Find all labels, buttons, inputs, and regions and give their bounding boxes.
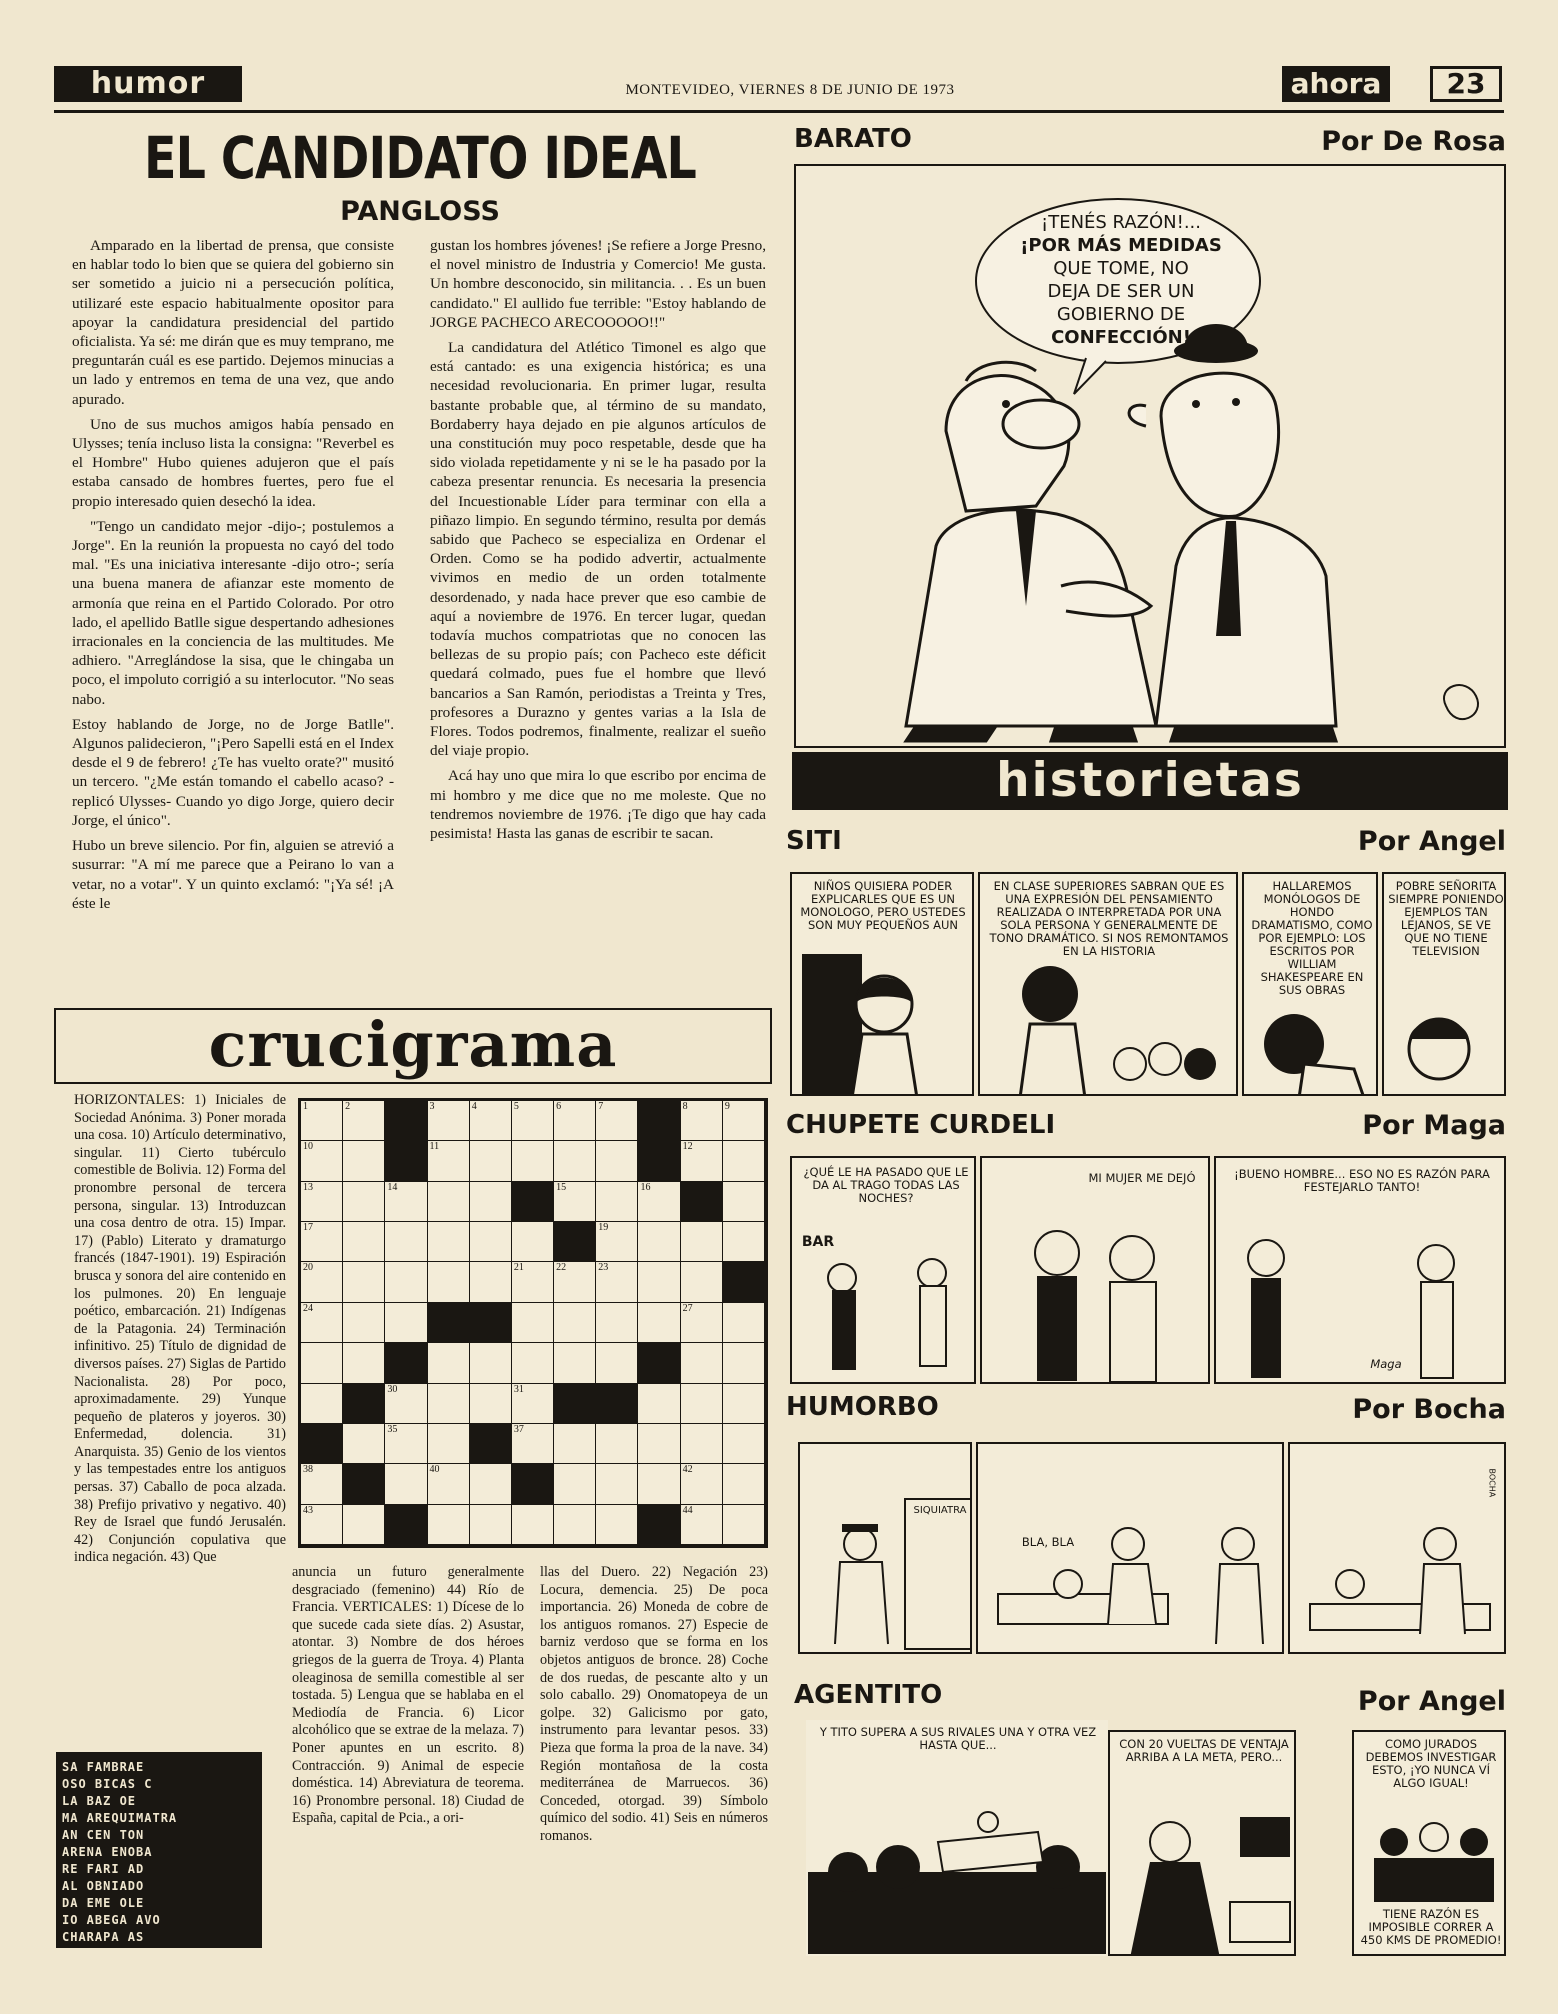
crossword-cell[interactable] <box>301 1182 343 1222</box>
crossword-black-cell <box>638 1101 680 1141</box>
paragraph: Uno de sus muchos amigos había pensado en Ulysses; tenía incluso lista la consigna: "Reverbel es el Hombre" Hubo quienes adujeron que el país estaba cansado de hombres fuertes, pero fue el propio interesado quien desechó la idea. <box>72 415 394 510</box>
crossword-cell[interactable] <box>596 1424 638 1464</box>
chupete-title: CHUPETE CURDELI <box>786 1110 1056 1140</box>
crossword-cell[interactable] <box>385 1182 427 1222</box>
crossword-cell[interactable] <box>385 1262 427 1302</box>
classroom-drawing <box>980 874 1238 1096</box>
crossword-cell[interactable] <box>723 1424 765 1464</box>
crossword-cell[interactable] <box>723 1505 765 1545</box>
crossword-cell[interactable] <box>596 1303 638 1343</box>
crowd-race-drawing <box>808 1722 1108 1956</box>
crossword-cell-number: 44 <box>682 1504 693 1516</box>
doctor-on-couch-drawing <box>1290 1444 1506 1654</box>
paragraph: Acá hay uno que mira lo que escribo por encima de mi hombro y me dice que no me moleste. Que no tendremos noviembre de 1976. ¡Te digo que hay cada pesimista! Hasta las ganas de escribir te sacan. <box>430 767 766 843</box>
crossword-cell[interactable] <box>681 1464 723 1504</box>
crossword-cell[interactable] <box>512 1424 554 1464</box>
solution-row: MA AREQUIMATRA <box>62 1811 178 1825</box>
paragraph: La candidatura del Atlético Timonel es algo que está cantado: es una exigencia histórica; es una necesidad revolucionaria. En primer lugar, resulta bastante probable que, al término de su mandato, Bordaberry haya dejado en pie algunos artículos de una constitución muy poco respetable, desde que ha sido violada repetidamente y ni se le ha pasado por la cabeza presentar renuncia. Es necesaria la presencia del Incuestionable Líder para terminar con ella a piñazo limpio. En segundo término, resulta por demás sabido que Pacheco se especializa en Ordenar el Orden. Como se ha podido advertir, actualmente vivimos en medio de un orden totalmente desordenado, y nada hace prever que eso cambie de aquí a noviembre de 1976. En tercer lugar, quedan todavía muchos compatriotas que no conocen las bellezas de su propio país; con Pacheco este déficit quedará colmado, pues fue el hombre que llevó bancarios a San Ramón, periodistas a Treinta y Tres, profesores a Durazno y gentes varias a la Isla de Flores. Todos podremos, finalmente, realizar el sueño del viaje propio. <box>430 339 766 760</box>
paragraph: "Tengo un candidato mejor -dijo-; postulemos a Jorge". En la reunión la propuesta no cayó del todo mal. "Es una iniciativa interesante -dijo otro-; sería una buena manera de afianzar este momento de armonía que reina en el Partido Colorado. Por otro lado, el apellido Batlle sigue despertando adhesiones irracionales en la conciencia de las multitudes. Me adhiero. "Arreglándose la sisa, que le chingaba un poco, el impoluto corrigió a su interlocutor. "No seas nabo. <box>72 517 394 708</box>
crossword-cell[interactable] <box>596 1101 638 1141</box>
city-night-drawing <box>1216 1158 1506 1384</box>
crossword-cell[interactable] <box>343 1303 385 1343</box>
solution-row: RE FARI AD <box>62 1862 145 1876</box>
humorbo-panel-2 <box>976 1442 1284 1654</box>
siti-author: Por Angel <box>1357 826 1506 857</box>
crossword-cell[interactable] <box>554 1303 596 1343</box>
humorbo-panel-1 <box>798 1442 972 1654</box>
crossword-cell-number: 4 <box>471 1101 477 1112</box>
crossword-black-cell <box>512 1464 554 1504</box>
crossword-cell[interactable] <box>681 1141 723 1181</box>
crossword-cell-number: 11 <box>429 1141 440 1153</box>
two-men-drawing <box>982 1158 1210 1384</box>
street-drawing <box>792 1158 976 1384</box>
crossword-cell[interactable] <box>512 1222 554 1262</box>
crossword-black-cell <box>470 1303 512 1343</box>
crossword-cell[interactable] <box>723 1464 765 1504</box>
crossword-black-cell <box>554 1222 596 1262</box>
crossword-cell-number: 37 <box>513 1423 524 1435</box>
patient-at-door-drawing <box>800 1444 972 1654</box>
dateline: MONTEVIDEO, VIERNES 8 DE JUNIO DE 1973 <box>625 82 955 98</box>
crossword-black-cell <box>385 1343 427 1383</box>
crossword-cell[interactable] <box>428 1101 470 1141</box>
crossword-black-cell <box>385 1101 427 1141</box>
crossword-cell-number: 23 <box>598 1262 609 1274</box>
agentito-author: Por Angel <box>1357 1686 1506 1717</box>
crossword-cell[interactable] <box>470 1222 512 1262</box>
crossword-cell[interactable] <box>301 1222 343 1262</box>
crossword-cell[interactable] <box>343 1101 385 1141</box>
crossword-cell[interactable] <box>428 1343 470 1383</box>
crossword-cell[interactable] <box>470 1101 512 1141</box>
crossword-cell[interactable] <box>470 1343 512 1383</box>
siti-panel-3: HALLAREMOS MONÓLOGOS DE HONDO DRAMATISMO, COMO POR EJEMPLO: LOS ESCRITOS POR WILLIAM SHAKESPEARE EN SUS OBRAS <box>1242 872 1378 1096</box>
crossword-cell-number: 10 <box>303 1141 313 1153</box>
crossword-cell[interactable] <box>428 1182 470 1222</box>
header-rule <box>54 110 1504 113</box>
paragraph: Estoy hablando de Jorge, no de Jorge Batlle". Algunos palidecieron, "¡Pero Sapelli está en el Index desde el 9 de febrero! ¿Te has vuelto orate?" musitó un tercero. "¿Me están tomando el cabello acaso? -replicó Ulysses- Cuando yo digo Jorge, quiero decir Jorge, el único". <box>72 715 394 829</box>
chupete-panel-2: MI MUJER ME DEJÓ <box>980 1156 1210 1384</box>
crossword-cell-number: 24 <box>303 1302 313 1314</box>
crossword-cell[interactable] <box>723 1303 765 1343</box>
crossword-cell[interactable] <box>723 1222 765 1262</box>
crossword-cell[interactable] <box>470 1141 512 1181</box>
crossword-cell[interactable] <box>638 1464 680 1504</box>
crossword-cell[interactable] <box>470 1182 512 1222</box>
crossword-clues-right: llas del Duero. 22) Negación 23) Locura, demencia. 25) De poca importancia. 26) Moneda de cobre de los antiguos romanos. 27) Especie de barniz verdoso que se forma en los objetos antiguos de bronce. 28) Coche de dos ruedas, de pescante alto y un solo caballo. 29) Onomatopeya de un golpe. 32) Galicismo por gato, instrumento para levantar pesos. 33) Pieza que forma la proa de la nave. 34) Región montañosa de la costa mediterránea de Marruecos. 36) Conceded, otorgad. 39) Símbolo químico del sodio. 41) Seis en números romanos. <box>540 1564 768 1844</box>
crossword-clues-middle: anuncia un futuro generalmente desgraciado (femenino) 44) Río de Francia. VERTICALES: 1) Dícese de lo que sucede cada siete días. 2) Asustar, atontar. 3) Nombre de dos héroes griegos de la guerra de Troya. 4) Planta oleaginosa de semilla comestible al ser tostada. 5) Lengua que se hablaba en el Mediodía de Francia. 6) Licor alcohólico que se extrae de la melaza. 7) Poner apuntes en un escrito. 8) Contracción. 9) Animal de especie doméstica. 14) Abreviatura de teorema. 16) Pronombre personal. 18) Ciudad de España, capital de Pcia., a ori- <box>292 1564 524 1827</box>
crossword-cell-number: 3 <box>429 1101 435 1112</box>
crossword-cell-number: 7 <box>598 1101 604 1112</box>
article-column-2 <box>430 236 766 849</box>
solution-row: OSO BICAS C <box>62 1777 153 1791</box>
agentito-panel-1: Y TITO SUPERA A SUS RIVALES UNA Y OTRA VEZ HASTA QUE... <box>806 1720 1108 1956</box>
crossword-cell[interactable] <box>301 1303 343 1343</box>
crossword-cell[interactable] <box>470 1505 512 1545</box>
crossword-cell-number: 31 <box>513 1383 524 1395</box>
crossword-cell[interactable] <box>596 1182 638 1222</box>
barato-cartoon <box>794 164 1506 748</box>
crossword-cell-number: 14 <box>387 1181 398 1193</box>
crossword-cell-number: 20 <box>303 1262 313 1274</box>
humorbo-panel-3 <box>1288 1442 1506 1654</box>
crossword-black-cell <box>470 1424 512 1464</box>
solution-row: SA FAMBRAE <box>62 1760 145 1774</box>
crossword-cell[interactable] <box>596 1222 638 1262</box>
crossword-cell[interactable] <box>343 1182 385 1222</box>
crossword-black-cell <box>428 1303 470 1343</box>
humorbo-author: Por Bocha <box>1352 1394 1506 1425</box>
solution-row: CHARAPA AS <box>62 1930 145 1944</box>
crossword-cell[interactable] <box>681 1384 723 1424</box>
crossword-cell[interactable] <box>385 1424 427 1464</box>
crossword-cell[interactable] <box>428 1424 470 1464</box>
crossword-cell[interactable] <box>512 1343 554 1383</box>
crossword-cell[interactable] <box>554 1182 596 1222</box>
crossword-cell[interactable] <box>343 1505 385 1545</box>
student-drawing <box>1384 874 1506 1096</box>
crossword-black-cell <box>638 1141 680 1181</box>
crossword-cell[interactable] <box>681 1505 723 1545</box>
crossword-cell[interactable] <box>301 1384 343 1424</box>
artist-signature: BOCHA <box>1487 1468 1497 1498</box>
crossword-cell[interactable] <box>343 1222 385 1262</box>
crossword-cell[interactable] <box>512 1384 554 1424</box>
crossword-cell-number: 22 <box>556 1262 567 1274</box>
siti-title: SITI <box>786 826 842 856</box>
crossword-cell[interactable] <box>723 1343 765 1383</box>
crossword-black-cell <box>343 1464 385 1504</box>
crossword-cell[interactable] <box>343 1343 385 1383</box>
crossword-cell[interactable] <box>385 1384 427 1424</box>
crossword-cell-number: 19 <box>598 1222 609 1234</box>
chupete-panel-1: ¿QUÉ LE HA PASADO QUE LE DA AL TRAGO TODAS LAS NOCHES? BAR <box>790 1156 976 1384</box>
speech-bla: BLA, BLA <box>1021 1535 1075 1549</box>
chupete-author: Por Maga <box>1362 1110 1506 1141</box>
agentito-panel-2: CON 20 VUELTAS DE VENTAJA ARRIBA A LA META, PERO... <box>1108 1730 1296 1956</box>
crossword-cell[interactable] <box>428 1222 470 1262</box>
crossword-cell[interactable] <box>343 1141 385 1181</box>
crossword-cell[interactable] <box>638 1303 680 1343</box>
crossword-cell-number: 8 <box>682 1101 688 1112</box>
historietas-banner: historietas <box>792 752 1508 810</box>
crossword-cell[interactable] <box>554 1101 596 1141</box>
crossword-cell[interactable] <box>596 1464 638 1504</box>
crossword-cell-number: 42 <box>682 1464 693 1476</box>
crossword-cell[interactable] <box>385 1464 427 1504</box>
crossword-cell[interactable] <box>301 1262 343 1302</box>
crossword-black-cell <box>554 1384 596 1424</box>
crossword-cell-number: 17 <box>303 1222 313 1234</box>
crossword-cell[interactable] <box>596 1141 638 1181</box>
crossword-cell[interactable] <box>554 1343 596 1383</box>
crossword-clues-left: HORIZONTALES: 1) Iniciales de Sociedad Anónima. 3) Poner morada una cosa. 10) Artículo determinativo, singular. 11) Cierto tubérculo comestible de Bolivia. 12) Forma del pronombre personal de tercera persona, singular. 13) Introduzcan una cosa dentro de otra. 15) Impar. 17) (Pablo) Literato y dramaturgo francés (1847-1901). 19) Espiración brusca y sonora del aire contenido en los pulmones. 20) En lenguaje poético, embarcación. 21) Indígenas de la Patagonia. 24) Terminación infinitivo. 25) Título de dignidad de diversos países. 27) Siglas de Partido Nacionalista. 28) Por poco, aproximadamente. 29) Yunque pequeño de plateros y joyeros. 30) Enfermedad, dolencia. 31) Anarquista. 35) Genio de los vientos y las tempestades entre los antiguos persas. 37) Caballo de poca alzada. 38) Prefijo privativo y negativo. 40) Rey de Israel que fundó Jerusalén. 42) Conjunción copulativa que indica negación. 43) Que <box>74 1092 286 1566</box>
crossword-cell-number: 38 <box>303 1464 313 1476</box>
crossword-black-cell <box>385 1505 427 1545</box>
crossword-cell[interactable] <box>554 1464 596 1504</box>
crossword-cell[interactable] <box>723 1141 765 1181</box>
crossword-cell[interactable] <box>681 1303 723 1343</box>
couch-session-drawing <box>978 1444 1284 1654</box>
siti-panel-1: NIÑOS QUISIERA PODER EXPLICARLES QUE ES UN MONOLOGO, PERO USTEDES SON MUY PEQUEÑOS AUN <box>790 872 974 1096</box>
previous-solution-grid <box>56 1752 262 1948</box>
solution-row: AL OBNIADO <box>62 1879 145 1893</box>
crossword-cell[interactable] <box>343 1262 385 1302</box>
solution-row: ARENA ENOBA <box>62 1845 153 1859</box>
crossword-cell[interactable] <box>343 1424 385 1464</box>
finish-line-drawing <box>1110 1732 1296 1956</box>
barato-author: Por De Rosa <box>1321 126 1506 157</box>
crossword-cell[interactable] <box>301 1101 343 1141</box>
crossword-cell[interactable] <box>638 1262 680 1302</box>
article-headline: EL CANDIDATO IDEAL <box>143 124 697 192</box>
crossword-black-cell <box>638 1343 680 1383</box>
article-column-1 <box>72 236 394 919</box>
crossword-cell-number: 5 <box>513 1101 519 1112</box>
crossword-cell[interactable] <box>470 1464 512 1504</box>
crossword-black-cell <box>681 1182 723 1222</box>
crossword-cell[interactable] <box>512 1262 554 1302</box>
crossword-cell-number: 15 <box>556 1181 567 1193</box>
crossword-cell[interactable] <box>385 1303 427 1343</box>
crossword-cell[interactable] <box>681 1222 723 1262</box>
siti-panel-4: POBRE SEÑORITA SIEMPRE PONIENDO EJEMPLOS TAN LEJANOS, SE VE QUE NO TIENE TELEVISION <box>1382 872 1506 1096</box>
crossword-cell-number: 35 <box>387 1423 398 1435</box>
crossword-cell-number: 13 <box>303 1181 313 1193</box>
section-tag: humor <box>54 66 242 102</box>
crossword-black-cell <box>596 1384 638 1424</box>
crossword-cell[interactable] <box>638 1424 680 1464</box>
crossword-cell[interactable] <box>681 1343 723 1383</box>
crossword-cell[interactable] <box>301 1505 343 1545</box>
humorbo-title: HUMORBO <box>786 1392 939 1422</box>
crossword-cell[interactable] <box>596 1343 638 1383</box>
crossword-cell-number: 40 <box>429 1464 440 1476</box>
crossword-cell[interactable] <box>385 1222 427 1262</box>
door-sign: SIQUIATRA <box>913 1505 967 1516</box>
agentito-panel-3: COMO JURADOS DEBEMOS INVESTIGAR ESTO, ¡YO NUNCA VÍ ALGO IGUAL! TIENE RAZÓN ES IMPOSIBLE CORRER A 450 KMS DE PROMEDIO! <box>1352 1730 1506 1956</box>
crossword-cell[interactable] <box>301 1464 343 1504</box>
crossword-cell[interactable] <box>428 1262 470 1302</box>
crossword-cell[interactable] <box>512 1505 554 1545</box>
crossword-black-cell <box>385 1141 427 1181</box>
agentito-title: AGENTITO <box>794 1680 943 1710</box>
crossword-cell[interactable] <box>428 1505 470 1545</box>
crossword-cell-number: 21 <box>513 1262 524 1274</box>
crossword-cell[interactable] <box>554 1424 596 1464</box>
crossword-grid[interactable] <box>298 1098 768 1548</box>
solution-row: AN CEN TON <box>62 1828 145 1842</box>
crossword-cell[interactable] <box>723 1384 765 1424</box>
crossword-cell[interactable] <box>554 1141 596 1181</box>
crossword-cell[interactable] <box>681 1101 723 1141</box>
crossword-cell[interactable] <box>512 1101 554 1141</box>
teacher-drawing <box>792 874 974 1096</box>
siti-panel-2: EN CLASE SUPERIORES SABRAN QUE ES UNA EXPRESIÓN DEL PENSAMIENTO REALIZADA O INTERPRETADA POR UNA SOLA PERSONA Y GENERALMENTE DE TONO DRAMÁTICO. SI NOS REMONTAMOS EN LA HISTORIA <box>978 872 1238 1096</box>
crossword-cell[interactable] <box>428 1384 470 1424</box>
page-number: 23 <box>1430 66 1502 102</box>
crossword-cell[interactable] <box>723 1182 765 1222</box>
crossword-cell[interactable] <box>512 1303 554 1343</box>
paragraph: gustan los hombres jóvenes! ¡Se refiere a Jorge Presno, el novel ministro de Industria y Comercio! Me gusta. Un hombre desconocido, sin militancia. . . Es un buen candidato." El aullido fue terrible: "Estoy hablando de JORGE PACHECO ARECOOOOO!!" <box>430 237 766 331</box>
crossword-cell[interactable] <box>470 1262 512 1302</box>
solution-row: IO ABEGA AVO <box>62 1913 161 1927</box>
crossword-black-cell <box>512 1182 554 1222</box>
crossword-black-cell <box>723 1262 765 1302</box>
crossword-cell-number: 43 <box>303 1504 313 1516</box>
chupete-panel-3: ¡BUENO HOMBRE... ESO NO ES RAZÓN PARA FESTEJARLO TANTO! Maga <box>1214 1156 1506 1384</box>
crossword-cell-number: 12 <box>682 1141 693 1153</box>
crossword-title: crucigrama <box>208 1008 618 1081</box>
teacher-profile-drawing <box>1244 874 1378 1096</box>
crossword-cell[interactable] <box>512 1141 554 1181</box>
crossword-cell-number: 16 <box>640 1181 651 1193</box>
crossword-cell-number: 2 <box>345 1101 351 1112</box>
crossword-black-cell <box>638 1505 680 1545</box>
paragraph: Amparado en la libertad de prensa, que consiste en hablar todo lo bien que se quiera del gobierno sin ser sometido a juicio ni a persecución política, utilizaré este espacio habitualmente opositor para apoyar la candidatura presidencial del partido oficialista. Ya sé: me dirán que es muy temprano, me preguntarán cuál es ese partido. Dejemos minucias a un lado y entremos en tema de una vez, que ando apurado. <box>72 237 394 408</box>
crossword-cell[interactable] <box>301 1343 343 1383</box>
crossword-cell-number: 30 <box>387 1383 398 1395</box>
crossword-cell[interactable] <box>638 1182 680 1222</box>
crossword-black-cell <box>301 1424 343 1464</box>
crossword-cell-number: 6 <box>556 1101 562 1112</box>
crossword-cell[interactable] <box>596 1262 638 1302</box>
crossword-cell[interactable] <box>723 1101 765 1141</box>
crossword-black-cell <box>343 1384 385 1424</box>
crossword-cell[interactable] <box>638 1384 680 1424</box>
crossword-cell[interactable] <box>554 1505 596 1545</box>
barato-speech: ¡TENÉS RAZÓN!... ¡POR MÁS MEDIDAS QUE TOME, NO DEJA DE SER UN GOBIERNO DE CONFECCIÓN! <box>1020 212 1222 348</box>
judges-drawing <box>1354 1732 1506 1956</box>
crossword-cell[interactable] <box>681 1424 723 1464</box>
paragraph: Hubo un breve silencio. Por fin, alguien se atrevió a susurrar: "A mí me parece que a Peirano lo van a vetar, no a votar". Y un quinto exclamó: "¡Ya sé! ¡A éste le <box>72 837 394 912</box>
crossword-cell-number: 27 <box>682 1302 693 1314</box>
crossword-cell-number: 1 <box>303 1101 308 1112</box>
bar-sign: BAR <box>801 1234 835 1250</box>
crossword-cell[interactable] <box>428 1464 470 1504</box>
crossword-cell[interactable] <box>638 1222 680 1262</box>
crossword-cell-number: 9 <box>724 1101 730 1112</box>
crossword-cell[interactable] <box>554 1262 596 1302</box>
solution-row: DA EME OLE <box>62 1896 145 1910</box>
barato-title: BARATO <box>794 124 912 154</box>
artist-signature: Maga <box>1370 1357 1402 1371</box>
crossword-cell[interactable] <box>301 1141 343 1181</box>
crossword-cell[interactable] <box>470 1384 512 1424</box>
brand-logo: ahora <box>1282 66 1390 102</box>
crossword-cell[interactable] <box>596 1505 638 1545</box>
crossword-cell[interactable] <box>428 1141 470 1181</box>
article-byline: PANGLOSS <box>340 196 500 227</box>
solution-row: LA BAZ OE <box>62 1794 137 1808</box>
crossword-cell[interactable] <box>681 1262 723 1302</box>
